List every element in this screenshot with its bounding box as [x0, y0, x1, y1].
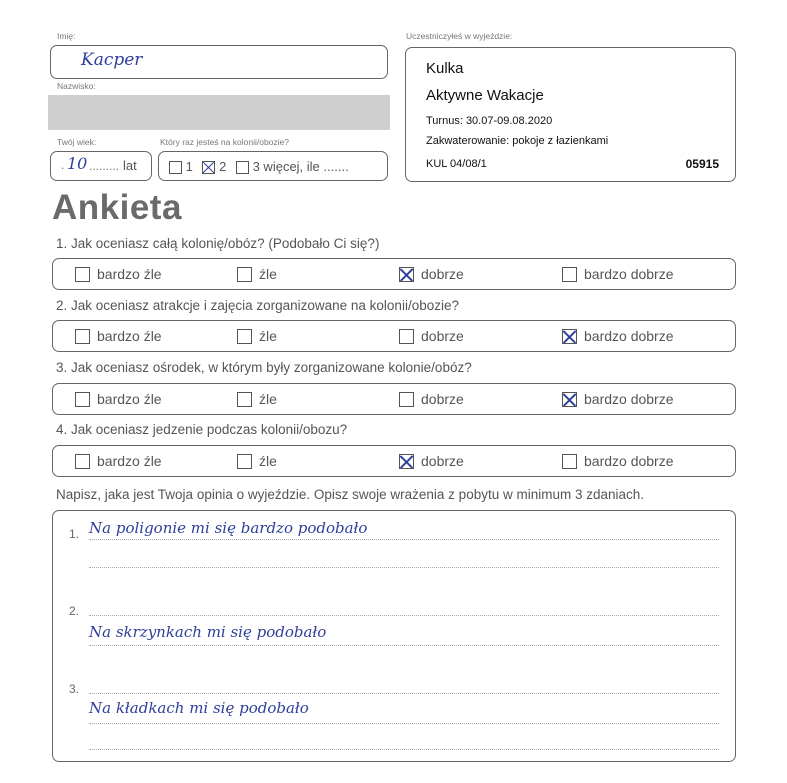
- times-option-1: 1: [185, 159, 193, 174]
- question-4-text: 4. Jak oceniasz jedzenie podczas kolonii/obozu?: [56, 422, 348, 437]
- name-label: Imię:: [57, 31, 76, 41]
- opinion-number-3: 3.: [69, 682, 80, 696]
- q1-option-1[interactable]: [75, 263, 162, 285]
- q1-option-label: bardzo źle: [97, 266, 162, 282]
- opinion-answer-2: Na skrzynkach mi się podobało: [89, 623, 327, 641]
- q2-checkbox-2[interactable]: [237, 329, 252, 344]
- q3-option-label: bardzo dobrze: [584, 391, 674, 407]
- opinion-prompt: Napisz, jaka jest Twoja opinia o wyjeździe. Opisz swoje wrażenia z pobytu w minimum 3 zdaniach.: [56, 487, 645, 502]
- question-2-text: 2. Jak oceniasz atrakcje i zajęcia zorganizowane na kolonii/obozie?: [56, 298, 459, 313]
- q2-option-label: bardzo dobrze: [584, 328, 674, 344]
- age-value: 10: [67, 154, 88, 173]
- q2-option-2[interactable]: [237, 325, 277, 347]
- times-option-2: 2: [219, 159, 227, 174]
- q4-option-3[interactable]: [399, 450, 464, 472]
- trip-program: Aktywne Wakacje: [426, 87, 544, 104]
- trip-turnus: Turnus: 30.07-09.08.2020: [426, 115, 553, 127]
- q2-option-label: źle: [259, 328, 277, 344]
- question-1-options: [52, 258, 736, 290]
- trip-code: KUL 04/08/1: [426, 158, 487, 170]
- q2-checkbox-1[interactable]: [75, 329, 90, 344]
- trip-label: Uczestniczyłeś w wyjeździe:: [406, 31, 513, 41]
- q3-checkbox-1[interactable]: [75, 392, 90, 407]
- q4-checkbox-1[interactable]: [75, 454, 90, 469]
- name-value: Kacper: [81, 50, 143, 70]
- q2-option-1[interactable]: [75, 325, 162, 347]
- times-label: Który raz jesteś na kolonii/obozie?: [160, 137, 289, 147]
- q1-option-3[interactable]: [399, 263, 464, 285]
- page-title: Ankieta: [52, 188, 182, 227]
- q1-option-label: źle: [259, 266, 277, 282]
- q4-option-2[interactable]: [237, 450, 277, 472]
- question-4-options: [52, 445, 736, 477]
- opinion-number-2: 2.: [69, 604, 80, 618]
- times-checkbox-1[interactable]: [169, 161, 182, 174]
- question-2-options: [52, 320, 736, 352]
- q4-checkbox-2[interactable]: [237, 454, 252, 469]
- age-label: Twój wiek:: [57, 137, 97, 147]
- q2-option-label: bardzo źle: [97, 328, 162, 344]
- q4-option-1[interactable]: [75, 450, 162, 472]
- q1-option-label: dobrze: [421, 266, 464, 282]
- q1-option-label: bardzo dobrze: [584, 266, 674, 282]
- q4-option-4[interactable]: [562, 450, 674, 472]
- age-suffix: lat: [123, 158, 137, 173]
- q4-checkbox-4[interactable]: [562, 454, 577, 469]
- opinion-number-1: 1.: [69, 527, 80, 541]
- q3-option-label: bardzo źle: [97, 391, 162, 407]
- q3-option-2[interactable]: [237, 388, 277, 410]
- times-checkbox-3[interactable]: [236, 161, 249, 174]
- q1-option-4[interactable]: [562, 263, 674, 285]
- q3-option-1[interactable]: [75, 388, 162, 410]
- q3-option-label: źle: [259, 391, 277, 407]
- q1-checkbox-4[interactable]: [562, 267, 577, 282]
- surname-label: Nazwisko:: [57, 81, 96, 91]
- q2-option-4[interactable]: [562, 325, 674, 347]
- times-checkbox-2[interactable]: [202, 161, 215, 174]
- trip-lodging: Zakwaterowanie: pokoje z łazienkami: [426, 135, 609, 147]
- q2-option-3[interactable]: [399, 325, 464, 347]
- q4-option-label: bardzo źle: [97, 453, 162, 469]
- trip-number: 05915: [685, 157, 719, 171]
- q4-option-label: bardzo dobrze: [584, 453, 674, 469]
- times-field[interactable]: [158, 151, 388, 181]
- q2-checkbox-4[interactable]: [562, 329, 577, 344]
- opinion-line: [89, 693, 719, 694]
- opinion-box[interactable]: [52, 510, 736, 762]
- opinion-line: [89, 567, 719, 568]
- opinion-line: [89, 645, 719, 646]
- q4-checkbox-3[interactable]: [399, 454, 414, 469]
- q1-checkbox-3[interactable]: [399, 267, 414, 282]
- name-field[interactable]: [50, 45, 388, 79]
- opinion-line: [89, 723, 719, 724]
- trip-name: Kulka: [426, 60, 464, 77]
- opinion-answer-3: Na kładkach mi się podobało: [89, 699, 309, 717]
- q3-checkbox-2[interactable]: [237, 392, 252, 407]
- q4-option-label: dobrze: [421, 453, 464, 469]
- q2-checkbox-3[interactable]: [399, 329, 414, 344]
- q3-option-label: dobrze: [421, 391, 464, 407]
- age-field[interactable]: . 10 ......... lat: [50, 151, 152, 181]
- question-3-text: 3. Jak oceniasz ośrodek, w którym były zorganizowane kolonie/obóz?: [56, 360, 472, 375]
- q1-checkbox-1[interactable]: [75, 267, 90, 282]
- trip-info-box: [405, 47, 736, 182]
- question-3-options: [52, 383, 736, 415]
- q3-checkbox-4[interactable]: [562, 392, 577, 407]
- redacted-surname: [48, 95, 390, 130]
- question-1-text: 1. Jak oceniasz całą kolonię/obóz? (Podobało Ci się?): [56, 236, 380, 251]
- opinion-answer-1: Na poligonie mi się bardzo podobało: [89, 519, 368, 537]
- q3-option-3[interactable]: [399, 388, 464, 410]
- opinion-line: [89, 615, 719, 616]
- opinion-line: [89, 749, 719, 750]
- q2-option-label: dobrze: [421, 328, 464, 344]
- q3-option-4[interactable]: [562, 388, 674, 410]
- opinion-line: [89, 539, 719, 540]
- times-option-3: 3 więcej, ile .......: [252, 159, 349, 174]
- q3-checkbox-3[interactable]: [399, 392, 414, 407]
- q1-option-2[interactable]: [237, 263, 277, 285]
- q1-checkbox-2[interactable]: [237, 267, 252, 282]
- q4-option-label: źle: [259, 453, 277, 469]
